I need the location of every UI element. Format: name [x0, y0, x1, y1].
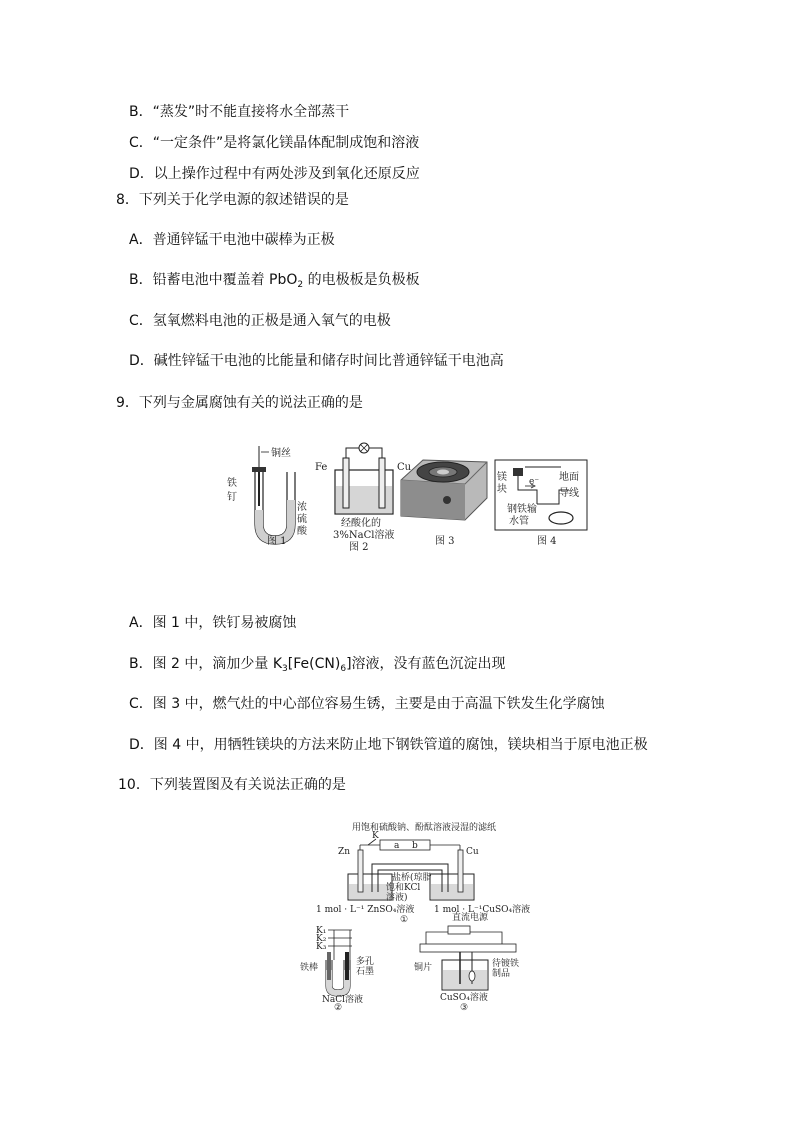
- q10-figure: [290, 820, 540, 1013]
- q9-option-a: A．图 1 中，铁钉易被腐蚀: [129, 615, 297, 631]
- q9-stem: 9．下列与金属腐蚀有关的说法正确的是: [116, 395, 363, 411]
- fig1-acid-label-3: 酸: [297, 526, 307, 537]
- fig3-gas-stove: [401, 460, 487, 520]
- q8-stem: 8．下列关于化学电源的叙述错误的是: [116, 192, 349, 208]
- fig1-iron-label-1: 铁: [227, 478, 237, 489]
- d1-top-label: 用饱和硫酸钠、酚酞溶液浸湿的滤纸: [352, 823, 497, 833]
- d3-electroplating-cell: [420, 926, 516, 990]
- d2-rod-label: 铁棒: [300, 963, 319, 973]
- q7-option-b: B．“蒸发”时不能直接将水全部蒸干: [129, 104, 350, 120]
- fig1-caption: 图 1: [267, 536, 287, 547]
- fig2-sol-label-1: 经酸化的: [341, 518, 381, 529]
- d3-sol-label: CuSO₄溶液: [440, 993, 488, 1003]
- fig2-cell: [335, 443, 393, 514]
- d2-graphite-label-1: 多孔: [356, 957, 375, 967]
- d2-number: ②: [334, 1003, 343, 1013]
- d1-number: ①: [400, 915, 409, 925]
- fig1-u-tube: [252, 446, 295, 544]
- d3-number: ③: [460, 1003, 469, 1013]
- d1-b-label: b: [412, 841, 418, 851]
- fig1-iron-label-2: 钉: [227, 492, 237, 503]
- fig1-copper-label: 铜丝: [271, 448, 291, 459]
- fig2-fe-label: Fe: [315, 462, 328, 473]
- d2-u-tube-cell: [326, 930, 352, 996]
- fig4-block-label-2: 块: [497, 484, 507, 495]
- fig3-caption: 图 3: [435, 536, 455, 547]
- d1-bridge-label-1: 盐桥(琼脂: [392, 873, 432, 883]
- fig2-sol-label-2: 3%NaCl溶液: [333, 530, 395, 541]
- d2-k3-label: K₃: [316, 942, 327, 952]
- d1-zn-label: Zn: [338, 847, 351, 857]
- q8-option-c: C．氢氧燃料电池的正极是通入氧气的电极: [129, 313, 391, 329]
- q8-option-b-pre: B．铅蓄电池中覆盖着 PbO: [129, 272, 298, 288]
- q9-option-c: C．图 3 中，燃气灶的中心部位容易生锈，主要是由于高温下铁发生化学腐蚀: [129, 696, 605, 712]
- d3-item-label-2: 制品: [492, 969, 511, 979]
- fig4-ground-label: 地面: [559, 472, 579, 483]
- d1-cu-label: Cu: [466, 847, 479, 857]
- fig4-pipe-label-1: 钢铁输: [507, 504, 537, 515]
- q9-option-b-mid: [Fe(CN): [287, 656, 341, 672]
- d1-left-sol-label: 1 mol · L⁻¹ ZnSO₄溶液: [316, 905, 415, 915]
- d3-item-label-1: 待镀铁: [492, 959, 520, 969]
- fig4-wire-label: 导线: [559, 488, 579, 499]
- fig4-pipe-label-2: 水管: [509, 516, 529, 527]
- q8-option-b-post: 的电极板是负极板: [303, 272, 420, 288]
- q9-option-b-pre: B．图 2 中，滴加少量 K: [129, 656, 283, 672]
- fig2-caption: 图 2: [349, 542, 369, 553]
- d2-k1-label: K₁: [316, 926, 327, 936]
- d1-a-label: a: [394, 841, 400, 851]
- d1-bridge-label-3: 溶液): [386, 893, 408, 903]
- q8-option-b: [129, 271, 420, 294]
- q9-option-b: [129, 655, 506, 678]
- q9-option-d: D．图 4 中，用牺牲镁块的方法来防止地下钢铁管道的腐蚀，镁块相当于原电池正极: [129, 737, 648, 753]
- fig4-caption: 图 4: [537, 536, 557, 547]
- d2-graphite-label-2: 石墨: [356, 967, 375, 977]
- fig2-cu-label: Cu: [397, 462, 412, 473]
- q10-stem: 10．下列装置图及有关说法正确的是: [118, 777, 346, 793]
- d2-k2-label: K₂: [316, 934, 327, 944]
- q9-option-b-sub1: 3: [282, 664, 288, 674]
- q8-option-b-sub: 2: [297, 280, 304, 290]
- fig4-block-label-1: 镁: [497, 472, 507, 483]
- fig1-acid-label-2: 硫: [297, 514, 307, 525]
- d3-copper-label: 铜片: [414, 963, 433, 973]
- q7-option-d: D．以上操作过程中有两处涉及到氧化还原反应: [129, 166, 420, 182]
- d1-k-label: K: [372, 831, 379, 841]
- d3-power-label: 直流电源: [452, 913, 489, 923]
- q7-option-c: C．“一定条件”是将氯化镁晶体配制成饱和溶液: [129, 135, 420, 151]
- q8-option-a: A．普通锌锰干电池中碳棒为正极: [129, 232, 335, 248]
- d1-right-sol-label: 1 mol · L⁻¹CuSO₄溶液: [434, 905, 531, 915]
- d1-bridge-label-2: 饱和KCl: [386, 883, 421, 893]
- q8-option-d: D．碱性锌锰干电池的比能量和储存时间比普通锌锰干电池高: [129, 353, 504, 369]
- fig1-acid-label-1: 浓: [297, 502, 307, 513]
- fig4-electron-label: e⁻: [529, 477, 540, 487]
- q9-option-b-sub2: 6: [340, 664, 347, 674]
- d2-sol-label: NaCl溶液: [322, 995, 364, 1005]
- q9-figure: [225, 440, 595, 552]
- q9-option-b-post: ]溶液，没有蓝色沉淀出现: [346, 656, 506, 672]
